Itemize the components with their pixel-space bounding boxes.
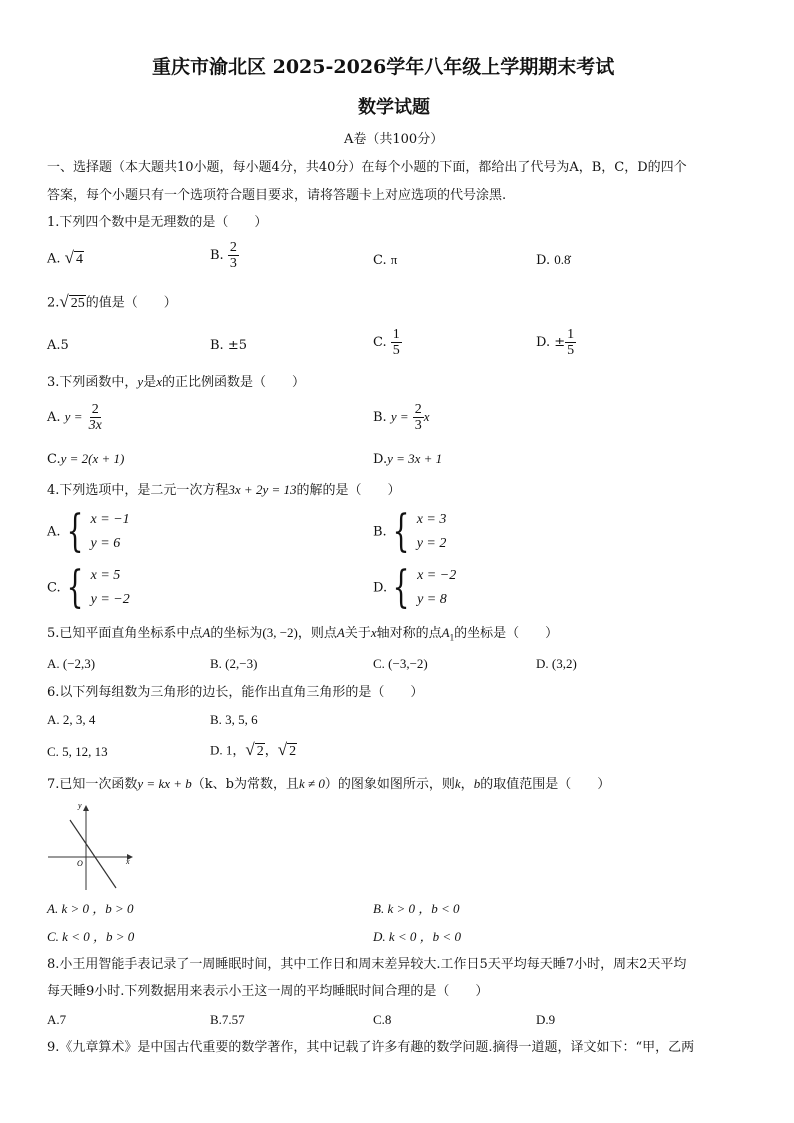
stem-text: 的值是（ ）	[85, 295, 177, 311]
q1-option-c	[373, 252, 397, 269]
separator: ，	[264, 743, 278, 759]
q9-line-1: 9.《九章算术》是中国古代重要的数学著作，其中记载了许多有趣的数学问题.摘得一道题，译文如下：“甲，乙两	[47, 1040, 695, 1055]
radicand: 2	[289, 744, 297, 759]
q4-option-b	[373, 508, 446, 556]
q6-stem: 6.以下列每组数为三角形的边长，能作出直角三角形的是（ ）	[47, 685, 424, 700]
q2-option-a: A.5	[47, 338, 69, 353]
q7-stem	[47, 776, 610, 793]
q5-stem	[47, 625, 558, 646]
q2-option-d	[536, 327, 576, 358]
linear-function-graph	[44, 800, 140, 892]
q8-option-b: B.7.57	[210, 1012, 245, 1027]
var: k	[454, 776, 461, 791]
q8-option-d: D.9	[536, 1012, 556, 1027]
option-label: A.	[47, 251, 61, 267]
denominator: 5	[567, 343, 575, 358]
q8-line-2: 每天睡9小时.下列数据用来表示小王这一周的平均睡眠时间合理的是（ ）	[47, 984, 489, 999]
stem-text: 2.	[47, 295, 60, 311]
fraction	[228, 240, 239, 271]
option-label: D.	[373, 452, 388, 467]
q4-option-c	[47, 564, 130, 612]
option-label: D. 1，	[210, 742, 246, 758]
q7-option-b: B. k > 0 ，b < 0	[373, 901, 460, 916]
equation-row: x = 5	[90, 568, 121, 583]
radicand: 4	[76, 252, 84, 267]
option-label: C.	[47, 452, 61, 467]
condition: k ≠ 0	[298, 776, 325, 791]
q6-option-c: C. 5, 12, 13	[47, 744, 108, 759]
stem-text: （k、b为常数，且	[191, 777, 299, 792]
q6-option-b: B. 3, 5, 6	[210, 712, 258, 727]
q3-option-c	[47, 451, 124, 468]
radicand: 25	[70, 296, 85, 311]
instructions-line-2: 答案，每个小题只有一个选项符合题目要求，请将答题卡上对应选项的代号涂黑.	[47, 188, 507, 203]
y-axis-label: y	[78, 801, 82, 810]
subscript: 1	[449, 632, 455, 643]
denominator: 3	[414, 418, 422, 433]
equation-system: { x = −2 y = 8	[392, 562, 457, 613]
stem-text: 关于	[344, 626, 371, 641]
function-line	[70, 820, 116, 888]
equation-row: y = 8	[417, 592, 447, 607]
option-label: D. ±	[536, 335, 566, 350]
q4-stem	[47, 482, 401, 499]
equation-row: y = −2	[90, 592, 130, 607]
equation-row: x = −1	[90, 512, 130, 527]
option-label: C.	[47, 580, 61, 596]
var: x	[423, 409, 430, 424]
q6-option-a: A. 2, 3, 4	[47, 712, 96, 727]
stem-text: ，	[460, 777, 474, 792]
stem-text: 3.下列函数中，	[47, 375, 138, 390]
option-label: A.	[47, 524, 61, 540]
stem-text: 是	[143, 375, 157, 390]
var: A	[202, 625, 211, 640]
stem-text: 的坐标是（ ）	[454, 626, 559, 641]
q1-option-a	[47, 250, 84, 268]
sqrt-expression: √ 2	[277, 740, 297, 759]
equation-row: x = 3	[416, 512, 447, 527]
var: A	[336, 625, 345, 640]
numerator: 2	[229, 240, 237, 255]
q3-option-d	[373, 451, 442, 468]
option-label: A.	[47, 410, 61, 425]
sqrt-expression: √ 2	[245, 740, 264, 759]
q8-option-c: C.8	[373, 1012, 392, 1027]
equation: y = kx + b	[137, 776, 192, 791]
stem-text: 的正比例函数是（ ）	[161, 375, 305, 390]
numerator: 1	[392, 327, 400, 342]
q3-option-b	[373, 402, 430, 433]
option-label: D.	[536, 253, 551, 268]
section-heading: A卷（共100分）	[344, 132, 444, 147]
stem-text: ，则点	[297, 626, 337, 641]
x-axis-label: x	[126, 857, 130, 866]
option-label: D.	[373, 580, 388, 596]
lhs: y =	[64, 409, 83, 424]
q3-option-a	[47, 402, 104, 433]
radicand: 2	[256, 744, 264, 759]
var: y	[137, 374, 144, 389]
q4-option-d	[373, 564, 456, 612]
stem-text: 4.下列选项中，是二元一次方程	[47, 483, 229, 498]
equation-row: y = 6	[90, 536, 121, 551]
expression: y = 2(x + 1)	[60, 451, 125, 466]
coordinate: (3, −2)	[262, 625, 298, 640]
denominator: 3x	[88, 418, 102, 433]
fraction	[413, 402, 424, 433]
fraction	[565, 327, 576, 358]
q7-option-c: C. k < 0 ，b > 0	[47, 929, 135, 944]
fraction	[391, 327, 402, 358]
sqrt-expression: √ 4	[64, 248, 84, 267]
option-label: B.	[210, 248, 224, 263]
q7-option-d: D. k < 0 ，b < 0	[373, 929, 461, 944]
q2-option-b: B. ±5	[210, 338, 247, 353]
exam-title: 重庆市渝北区 2025-2026学年八年级上学期期末考试	[152, 56, 615, 78]
option-label: B.	[373, 410, 387, 425]
denominator: 3	[229, 256, 237, 271]
sqrt-expression: √ 25	[59, 292, 85, 311]
q5-option-c: C. (−3,−2)	[373, 656, 428, 671]
numerator: 2	[414, 402, 422, 417]
q5-option-a: A. (−2,3)	[47, 656, 96, 671]
numerator: 2	[91, 402, 99, 417]
equation-row: y = 2	[416, 536, 447, 551]
denominator: 5	[392, 343, 400, 358]
q1-option-d	[536, 252, 570, 269]
exam-subtitle: 数学试题	[358, 97, 430, 118]
q8-option-a: A.7	[47, 1012, 67, 1027]
lhs: y =	[390, 409, 409, 424]
q5-option-d: D. (3,2)	[536, 656, 577, 671]
equation: 3x + 2y = 13	[228, 482, 297, 497]
stem-text: 的坐标为	[210, 626, 263, 641]
q1-stem: 1.下列四个数中是无理数的是（ ）	[47, 215, 268, 230]
var: x	[156, 374, 162, 389]
stem-text: ）的图象如图所示，则	[324, 777, 455, 792]
option-value: π	[390, 252, 398, 267]
q2-option-c	[373, 327, 402, 358]
q7-option-a: A. k > 0 ，b > 0	[47, 901, 134, 916]
stem-text: 的取值范围是（ ）	[480, 777, 611, 792]
instructions-line-1: 一、选择题（本大题共10小题，每小题4分，共40分）在每个小题的下面，都给出了代号为A，B，C，D的四个	[47, 160, 687, 175]
var: A	[441, 625, 450, 640]
origin-label: O	[77, 859, 83, 868]
q1-option-b	[210, 240, 239, 271]
stem-text: 轴对称的点	[376, 626, 442, 641]
q8-line-1: 8.小王用智能手表记录了一周睡眠时间，其中工作日和周末差异较大.工作日5天平均每天睡7小时，周末2天平均	[47, 957, 687, 972]
stem-text: 的解的是（ ）	[296, 483, 401, 498]
q6-option-d	[210, 742, 297, 760]
fraction	[87, 402, 104, 433]
expression: y = 3x + 1	[387, 451, 443, 466]
stem-text: 5.已知平面直角坐标系中点	[47, 626, 203, 641]
option-label: B.	[373, 524, 387, 540]
option-value: 0.8̇	[554, 252, 571, 267]
q4-option-a	[47, 508, 130, 556]
q3-stem	[47, 374, 305, 391]
var: x	[370, 625, 377, 640]
stem-text: 7.已知一次函数	[47, 777, 138, 792]
option-label: C.	[373, 253, 387, 268]
equation-system: { x = −1 y = 6	[66, 506, 130, 557]
equation-system: { x = 5 y = −2	[66, 562, 130, 613]
q2-stem	[47, 294, 177, 312]
equation-row: x = −2	[417, 568, 457, 583]
var: b	[473, 776, 481, 791]
numerator: 1	[567, 327, 575, 342]
q5-option-b: B. (2,−3)	[210, 656, 258, 671]
equation-system: { x = 3 y = 2	[392, 506, 447, 557]
option-label: C.	[373, 335, 387, 350]
